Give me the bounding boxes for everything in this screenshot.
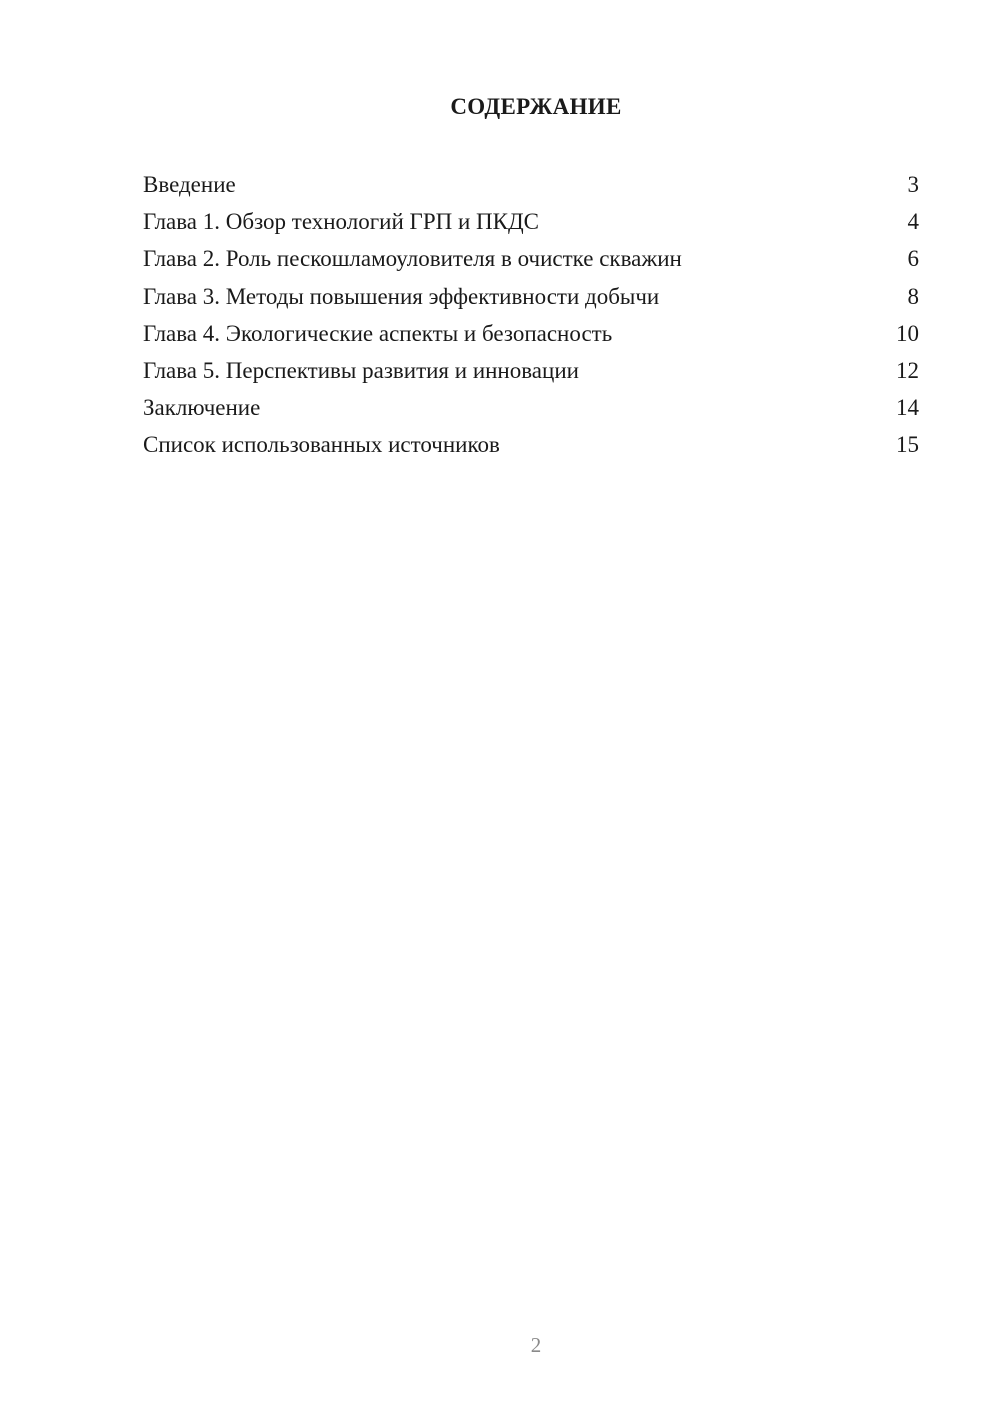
toc-entry-page: 3	[907, 172, 919, 197]
toc-entry-label: Глава 3. Методы повышения эффективности добычи	[143, 283, 660, 309]
toc-entry-chapter-4	[143, 318, 919, 355]
toc-entry-chapter-1	[143, 206, 919, 243]
toc-entry-chapter-3	[143, 281, 919, 318]
toc-entry-label: Введение	[143, 172, 236, 197]
toc-title: СОДЕРЖАНИЕ	[450, 94, 622, 119]
toc-entry-label: Заключение	[143, 395, 261, 421]
toc-list	[143, 169, 919, 467]
toc-entry-introduction	[143, 169, 919, 206]
toc-entry-page: 6	[907, 246, 919, 272]
toc-entry-label: Глава 1. Обзор технологий ГРП и ПКДС	[143, 209, 540, 235]
page-number: 2	[530, 1333, 542, 1357]
toc-entry-page: 8	[907, 283, 919, 309]
toc-entry-page: 14	[896, 395, 919, 421]
toc-entry-conclusion	[143, 392, 919, 429]
toc-entry-page: 10	[896, 320, 919, 346]
toc-entry-chapter-5	[143, 355, 919, 392]
toc-entry-page: 4	[907, 209, 919, 235]
toc-entry-page: 15	[896, 432, 919, 458]
toc-entry-label: Список использованных источников	[143, 432, 500, 458]
toc-entry-label: Глава 2. Роль пескошламоуловителя в очистке скважин	[143, 246, 682, 272]
toc-entry-page: 12	[896, 357, 919, 383]
toc-entry-label: Глава 5. Перспективы развития и инновации	[143, 357, 579, 383]
toc-entry-chapter-2	[143, 243, 919, 280]
toc-entry-label: Глава 4. Экологические аспекты и безопасность	[143, 320, 613, 346]
toc-entry-references	[143, 429, 919, 466]
